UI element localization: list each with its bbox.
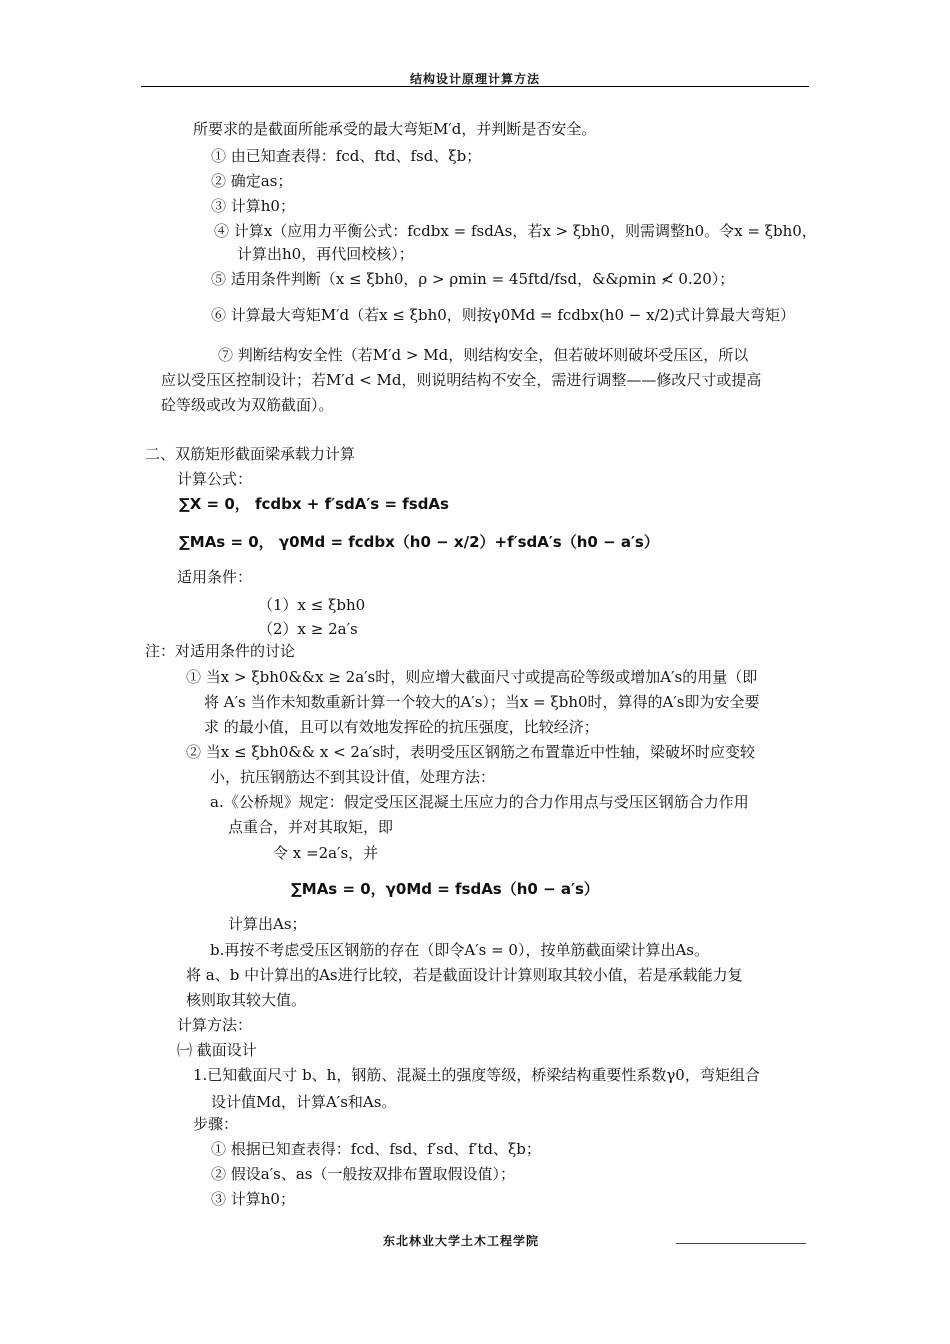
text-line: 核则取其较大值。 <box>186 991 307 1009</box>
text-line: 将 A′s 当作未知数重新计算一个较大的A′s）；当x = ξbh0时，算得的A′s即为安全要 <box>204 693 760 711</box>
text-line: b.再按不考虑受压区钢筋的存在（即令A′s = 0），按单筋截面梁计算出As。 <box>210 941 709 959</box>
text-line: ① 由已知查表得：fcd、ftd、fsd、ξb； <box>211 147 482 165</box>
text-line: 计算公式： <box>177 470 253 488</box>
text-line: 设计值Md，计算A′s和As。 <box>211 1093 397 1111</box>
text-line: 将 a、b 中计算出的As进行比较，若是截面设计计算则取其较小值，若是承载能力复 <box>186 966 743 984</box>
page-header-title: 结构设计原理计算方法 <box>409 72 540 86</box>
header-divider <box>141 86 809 87</box>
text-line: 计算出As； <box>228 915 307 933</box>
text-line: 所要求的是截面所能承受的最大弯矩M′d，并判断是否安全。 <box>193 120 597 138</box>
text-line: ③ 计算h0； <box>211 1190 295 1208</box>
text-line: （1）x ≤ ξbh0 <box>258 596 366 614</box>
text-line: ⑥ 计算最大弯矩M′d（若x ≤ ξbh0，则按γ0Md = fcdbx(h0 − x/2)式计算最大弯矩） <box>211 306 796 324</box>
text-line: 令 x =2a′s，并 <box>273 844 379 862</box>
text-line: 小，抗压钢筋达不到其设计值，处理方法： <box>210 768 496 786</box>
text-line: 步骤： <box>193 1115 239 1133</box>
text-line: ㈠ 截面设计 <box>177 1041 257 1059</box>
formula-line: ∑X = 0， fcdbx + f′sdA′s = fsdAs <box>179 495 449 513</box>
text-line: 1.已知截面尺寸 b、h，钢筋、混凝土的强度等级，桥梁结构重要性系数γ0，弯矩组合 <box>193 1066 760 1084</box>
formula-line: ∑MAs = 0，γ0Md = fsdAs（h0 − a′s） <box>291 880 599 898</box>
text-line: 砼等级或改为双筋截面）。 <box>161 396 334 414</box>
text-line: ② 当x ≤ ξbh0&& x < 2a′s时，表明受压区钢筋之布置靠近中性轴，梁破坏时应变较 <box>186 743 756 761</box>
text-line: 适用条件： <box>177 568 253 586</box>
text-line: ④ 计算x（应用力平衡公式：fcdbx = fsdAs，若x > ξbh0，则需调整h0。令x = ξbh0， <box>214 222 817 240</box>
text-line: 二、双筋矩形截面梁承载力计算 <box>145 445 356 463</box>
text-line: ③ 计算h0； <box>211 197 295 215</box>
text-line: ② 确定as； <box>211 172 293 190</box>
text-line: ⑤ 适用条件判断（x ≤ ξbh0，ρ > ρmin = 45ftd/fsd，&&ρmin ≮ 0.20）； <box>211 270 735 288</box>
text-line: 注：对适用条件的讨论 <box>145 642 296 660</box>
text-line: 计算出h0，再代回校核）； <box>237 245 414 263</box>
text-line: 点重合，并对其取矩，即 <box>228 818 394 836</box>
text-line: ⑦ 判断结构安全性（若M′d > Md，则结构安全，但若破坏则破坏受压区，所以 <box>218 346 749 364</box>
text-line: 应以受压区控制设计；若M′d < Md，则说明结构不安全，需进行调整——修改尺寸或提高 <box>161 371 762 389</box>
text-line: 求 的最小值，且可以有效地发挥砼的抗压强度，比较经济； <box>204 718 599 736</box>
text-line: 计算方法： <box>177 1016 253 1034</box>
text-line: a.《公桥规》规定：假定受压区混凝土压应力的合力作用点与受压区钢筋合力作用 <box>210 793 749 811</box>
page-footer-institution: 东北林业大学土木工程学院 <box>383 1234 540 1248</box>
text-line: ① 当x > ξbh0&&x ≥ 2a′s时，则应增大截面尺寸或提高砼等级或增加A′s的用量（即 <box>186 668 758 686</box>
text-line: ① 根据已知查表得：fcd、fsd、f′sd、f′td、ξb； <box>211 1140 541 1158</box>
footer-link-underline <box>676 1243 806 1244</box>
text-line: ② 假设a′s、as（一般按双排布置取假设值）； <box>211 1165 515 1183</box>
formula-line: ∑MAs = 0， γ0Md = fcdbx（h0 − x/2）+f′sdA′s（h0 − a′s） <box>179 533 659 551</box>
text-line: （2）x ≥ 2a′s <box>258 620 358 638</box>
